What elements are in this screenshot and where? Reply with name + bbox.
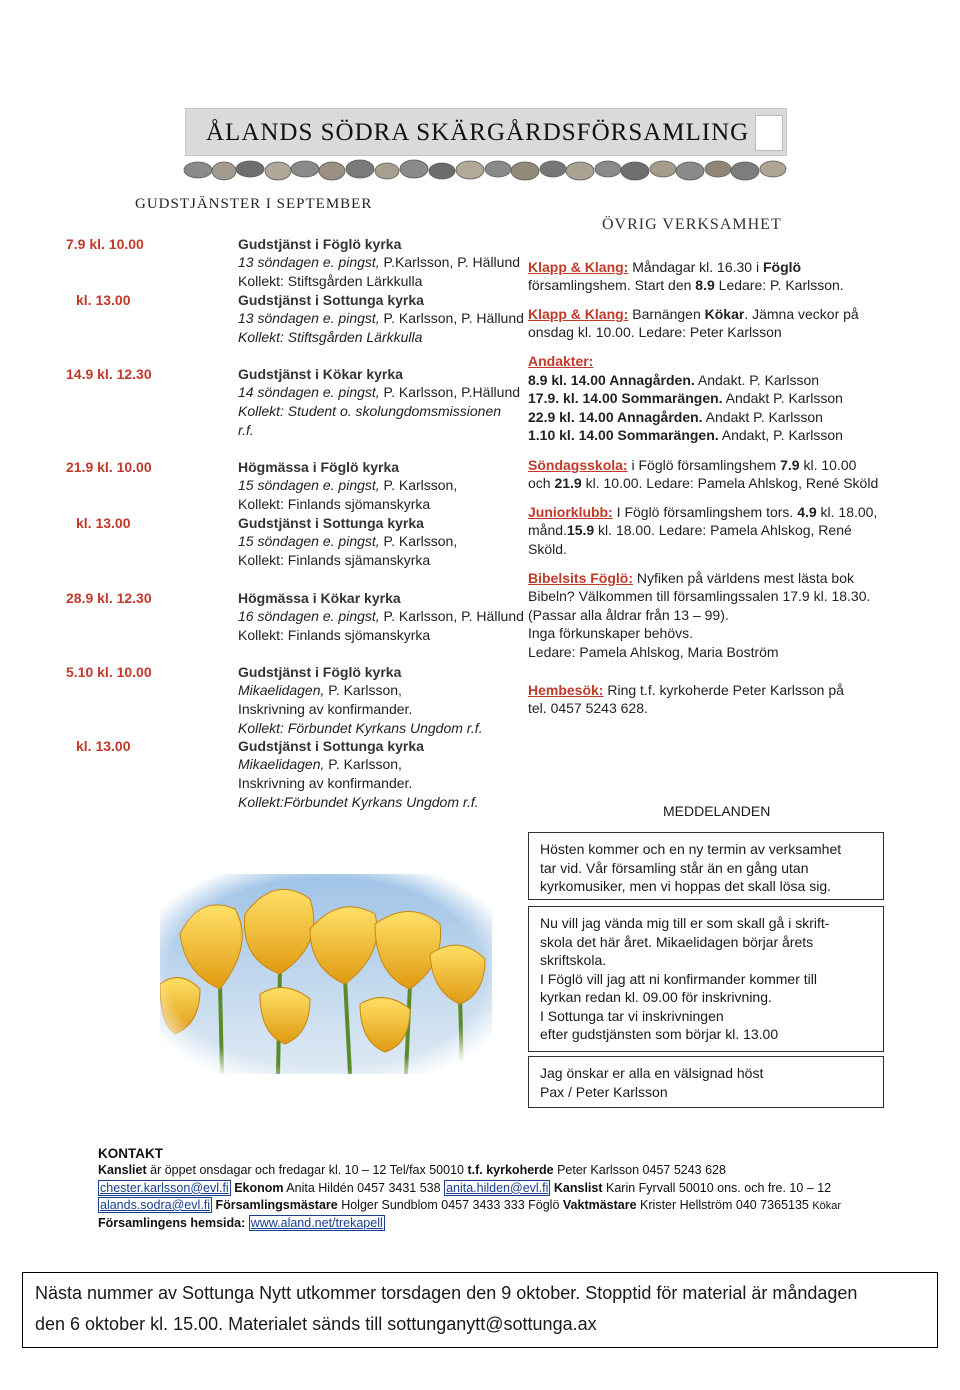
service-collection: Kollekt: Stiftsgården Lärkkulla (238, 273, 423, 289)
andakt-item: 22.9 kl. 14.00 Annagården. Andakt P. Karlsson (528, 409, 823, 425)
sondagsskola: Söndagsskola: i Föglö församlingshem 7.9 kl. 10.00 (528, 457, 857, 473)
service-heading: Högmässa i Föglö kyrka (238, 459, 400, 475)
service-collection: Kollekt:Förbundet Kyrkans Ungdom r.f. (238, 794, 479, 810)
bibelsits-line: (Passar alla åldrar från 13 – 99). (528, 607, 729, 623)
contact-line: Församlingens hemsida: www.aland.net/trekapell (98, 1216, 383, 1231)
service-heading: Gudstjänst i Föglö kyrka (238, 236, 402, 252)
announcement-line: efter gudstjänsten som börjar kl. 13.00 (540, 1026, 779, 1042)
email-link[interactable]: anita.hilden@evl.fi (446, 1180, 549, 1195)
juniorklubb-details-cont: Sköld. (528, 541, 567, 557)
notice-line: Nästa nummer av Sottunga Nytt utkommer torsdagen den 9 oktober. Stopptid för material är måndagen (35, 1283, 858, 1303)
service-time: kl. 13.00 (76, 292, 131, 308)
bibelsits-line: Ledare: Pamela Ahlskog, Maria Boström (528, 644, 779, 660)
service-collection: Kollekt: Stiftsgården Lärkkulla (238, 329, 423, 345)
notice-line: den 6 oktober kl. 15.00. Materialet sänds till sottunganytt@sottunga.ax (35, 1314, 597, 1334)
service-heading: Gudstjänst i Föglö kyrka (238, 664, 402, 680)
service-line: Mikaelidagen, P. Karlsson, (238, 682, 402, 698)
juniorklubb: Juniorklubb: I Föglö församlingshem tors. 4.9 kl. 18.00, (528, 504, 878, 520)
announcement-line: I Föglö vill jag att ni konfirmander kommer till (540, 971, 817, 987)
service-time: kl. 13.00 (76, 515, 131, 531)
service-collection: Kollekt: Student o. skolungdomsmissionen (238, 403, 502, 419)
klapp-klang-foglo-details: församlingshem. Start den 8.9 Ledare: P. Karlsson. (528, 277, 844, 293)
andakt-item: 17.9. kl. 14.00 Sommarängen. Andakt P. Karlsson (528, 390, 843, 406)
service-time: 5.10 kl. 10.00 (66, 664, 152, 680)
service-heading: Gudstjänst i Sottunga kyrka (238, 515, 424, 531)
email-link[interactable]: chester.karlsson@evl.fi (100, 1180, 229, 1195)
service-line: 15 söndagen e. pingst, P. Karlsson, (238, 533, 458, 549)
stones-decoration (180, 157, 792, 183)
service-note: Inskrivning av konfirmander. (238, 701, 413, 717)
service-collection-cont: r.f. (238, 422, 254, 438)
service-collection: Kollekt: Finlands sjömanskyrka (238, 496, 431, 512)
service-line: 13 söndagen e. pingst, P. Karlsson, P. Hällund (238, 310, 524, 326)
announcement-line: Nu vill jag vända mig till er som skall gå i skrift- (540, 915, 830, 931)
contact-line: chester.karlsson@evl.fi Ekonom Anita Hildén 0457 3431 538 anita.hilden@evl.fi Kanslist Karin Fyrvall 50010 ons. och fre. 10 – 12 (100, 1180, 832, 1195)
andakter-heading: Andakter: (528, 353, 594, 369)
service-heading: Gudstjänst i Kökar kyrka (238, 366, 403, 382)
service-collection: Kollekt: Förbundet Kyrkans Ungdom r.f. (238, 720, 483, 736)
announcement-line: tar vid. Vår församling står än en gång utan (540, 860, 809, 876)
announcement-line: kyrkan redan kl. 09.00 för inskrivning. (540, 989, 772, 1005)
bibelsits: Bibelsits Föglö: Nyfiken på världens mest lästa bok (528, 570, 854, 586)
service-time: kl. 13.00 (76, 738, 131, 754)
website-link[interactable]: www.aland.net/trekapell (250, 1216, 383, 1231)
next-issue-notice (22, 1272, 938, 1348)
service-line: 15 söndagen e. pingst, P. Karlsson, (238, 477, 458, 493)
service-line: Mikaelidagen, P. Karlsson, (238, 756, 402, 772)
service-time: 21.9 kl. 10.00 (66, 459, 152, 475)
service-heading: Högmässa i Kökar kyrka (238, 590, 401, 606)
service-time: 7.9 kl. 10.00 (66, 236, 144, 252)
announcement-line: kyrkomusiker, men vi hoppas det skall lösa sig. (540, 878, 832, 894)
header-corner-box (755, 115, 783, 151)
andakt-item: 1.10 kl. 14.00 Sommarängen. Andakt, P. Karlsson (528, 427, 843, 443)
hembesok: Hembesök: Ring t.f. kyrkoherde Peter Karlsson på (528, 682, 844, 698)
klapp-klang-kokar-details: onsdag kl. 10.00. Ledare: Peter Karlsson (528, 324, 782, 340)
service-time: 14.9 kl. 12.30 (66, 366, 152, 382)
bibelsits-line: Bibeln? Välkommen till församlingssalen 17.9 kl. 18.30. (528, 588, 871, 604)
juniorklubb-details: månd.15.9 kl. 18.00. Ledare: Pamela Ahlskog, René (528, 522, 852, 538)
other-activities-heading: ÖVRIG VERKSAMHET (602, 216, 782, 233)
service-line: 16 söndagen e. pingst, P. Karlsson, P. Hällund (238, 608, 524, 624)
service-collection: Kollekt: Finlands sjämanskyrka (238, 552, 431, 568)
andakt-item: 8.9 kl. 14.00 Annagården. Andakt. P. Karlsson (528, 372, 820, 388)
announcement-line: skola det här året. Mikaelidagen börjar årets (540, 934, 814, 950)
service-collection: Kollekt: Finlands sjömanskyrka (238, 627, 431, 643)
klapp-klang-kokar: Klapp & Klang: Barnängen Kökar. Jämna veckor på (528, 306, 859, 322)
service-heading: Gudstjänst i Sottunga kyrka (238, 292, 424, 308)
announcement-signature: Pax / Peter Karlsson (540, 1084, 668, 1100)
services-heading: GUDSTJÄNSTER I SEPTEMBER (135, 196, 373, 212)
announcement-line: Hösten kommer och en ny termin av verksamhet (540, 841, 842, 857)
hembesok-details: tel. 0457 5243 628. (528, 700, 648, 716)
announcement-line: I Sottunga tar vi inskrivningen (540, 1008, 724, 1024)
service-line: 13 söndagen e. pingst, P.Karlsson, P. Hällund (238, 254, 521, 270)
service-note: Inskrivning av konfirmander. (238, 775, 413, 791)
contact-section (98, 1145, 841, 1232)
announcement-line: Jag önskar er alla en välsignad höst (540, 1065, 764, 1081)
contact-line: alands.sodra@evl.fi Församlingsmästare Holger Sundblom 0457 3433 333 Föglö Vaktmästare Krister Hellström 040 7365135 Kökar (100, 1197, 842, 1212)
announcements-heading: MEDDELANDEN (663, 803, 771, 819)
service-line: 14 söndagen e. pingst, P. Karlsson, P.Hällund (238, 384, 521, 400)
email-link[interactable]: alands.sodra@evl.fi (100, 1197, 210, 1212)
header-banner (185, 108, 787, 156)
service-heading: Gudstjänst i Sottunga kyrka (238, 738, 424, 754)
tulips-image (160, 874, 492, 1074)
service-time: 28.9 kl. 12.30 (66, 590, 152, 606)
sondagsskola-details: och 21.9 kl. 10.00. Ledare: Pamela Ahlskog, René Sköld (528, 475, 879, 491)
announcement-line: skriftskola. (540, 952, 607, 968)
contact-line: Kansliet är öppet onsdagar och fredagar kl. 10 – 12 Tel/fax 50010 t.f. kyrkoherde Peter Karlsson 0457 5243 628 (98, 1163, 726, 1178)
klapp-klang-foglo: Klapp & Klang: Måndagar kl. 16.30 i Föglö (528, 259, 802, 275)
parish-title: ÅLANDS SÖDRA SKÄRGÅRDSFÖRSAMLING (206, 119, 750, 146)
contact-heading: KONTAKT (98, 1146, 163, 1161)
bibelsits-line: Inga förkunskaper behövs. (528, 625, 693, 641)
